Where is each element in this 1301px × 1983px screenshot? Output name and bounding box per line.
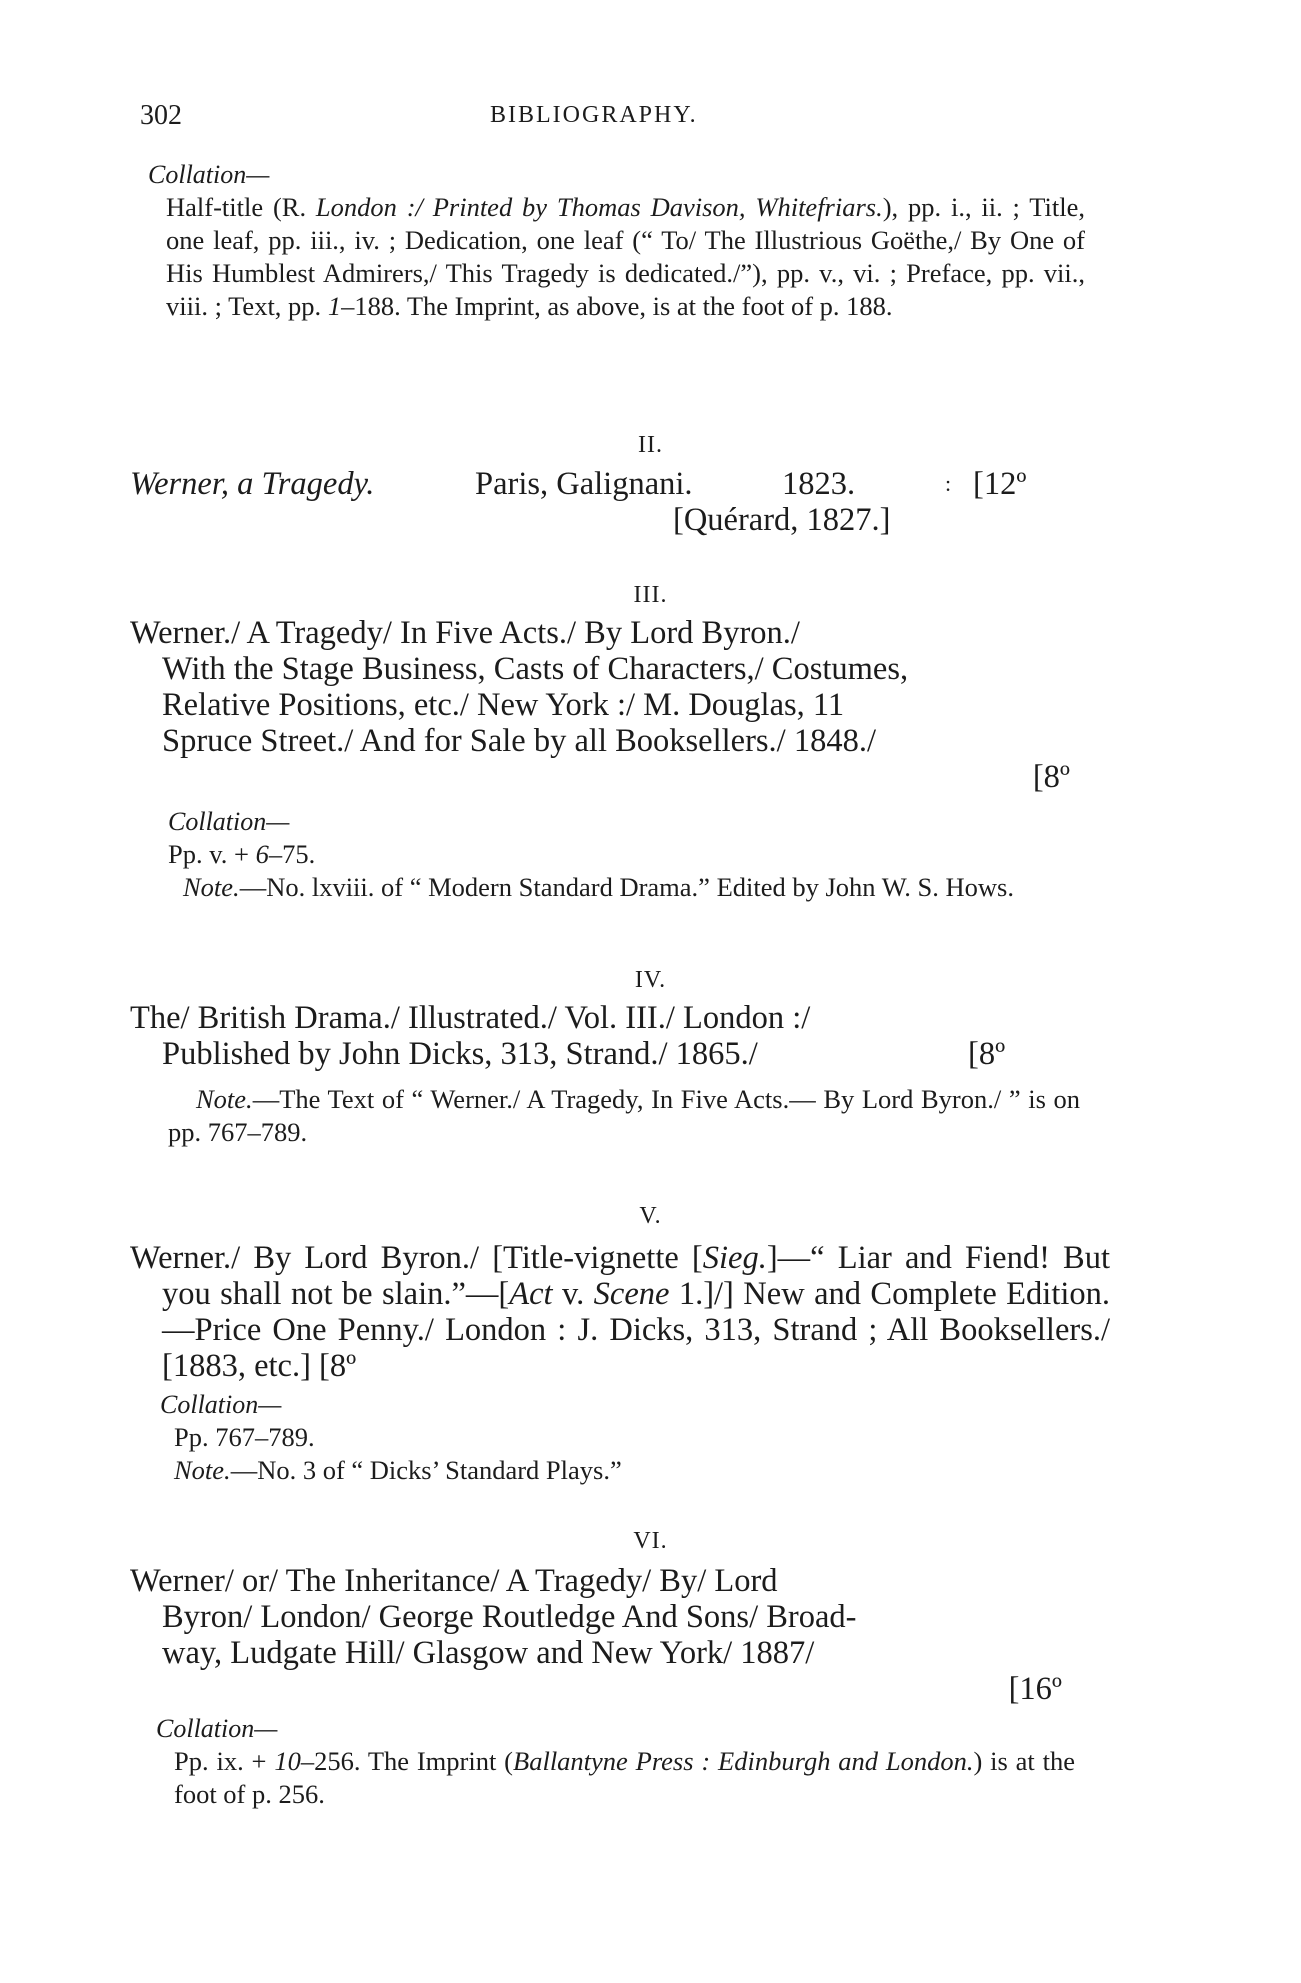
format-mark: [12º (973, 466, 1027, 502)
title-line: With the Stage Business, Casts of Characters,/ Costumes, (162, 651, 909, 687)
format-mark: [16º (1008, 1671, 1062, 1707)
collation-label: Collation— (148, 160, 270, 189)
entry-vi-collation (130, 1712, 1075, 1811)
entry-iv (130, 1000, 1080, 1072)
entry-vi (130, 1563, 1080, 1707)
title-line: Spruce Street./ And for Sale by all Booksellers./ 1848./ (162, 723, 876, 759)
collation-pages: Pp. v. + 6–75. (168, 839, 316, 869)
title-line: The/ British Drama./ Illustrated./ Vol. III./ London :/ (130, 1000, 811, 1036)
format-mark: [8º (968, 1036, 1006, 1072)
entry-ii (130, 466, 1080, 538)
entry-note: Note.—No. lxviii. of “ Modern Standard Drama.” Edited by John W. S. Hows. (183, 872, 1014, 902)
entry-numeral: VI. (633, 1528, 668, 1554)
entry-year: 1823. (782, 466, 856, 502)
entry-i (130, 158, 1085, 323)
title-line: way, Ludgate Hill/ Glasgow and New York/ 1887/ (162, 1635, 815, 1671)
title-line: Werner/ or/ The Inheritance/ A Tragedy/ By/ Lord (130, 1563, 778, 1599)
title-line: Relative Positions, etc./ New York :/ M. Douglas, 11 (162, 687, 845, 723)
entry-iii (130, 615, 1080, 795)
entry-v-collation (130, 1388, 1080, 1487)
entry-note: [Quérard, 1827.] (673, 502, 891, 538)
format-mark: [8º (1032, 759, 1070, 795)
entry-numeral: II. (638, 432, 663, 458)
page-number: 302 (140, 100, 182, 131)
page-header (140, 100, 1140, 140)
collation-label: Collation— (168, 807, 290, 836)
entry-note: Note.—The Text of “ Werner./ A Tragedy, In Five Acts.— By Lord Byron./ ” is on pp. 767–789. (168, 1084, 1080, 1147)
entry-note: Note.—No. 3 of “ Dicks’ Standard Plays.” (174, 1455, 622, 1485)
entry-iv-note (130, 1083, 1080, 1149)
entry-numeral: III. (633, 582, 668, 608)
collation-label: Collation— (156, 1714, 278, 1743)
collation-label: Collation— (160, 1390, 282, 1419)
title-line: Werner./ A Tragedy/ In Five Acts./ By Lord Byron./ (130, 615, 800, 651)
title-line: Byron/ London/ George Routledge And Sons/ Broad- (162, 1599, 857, 1635)
entry-imprint: Paris, Galignani. (475, 466, 693, 502)
collation-text: Half-title (R. London :/ Printed by Thomas Davison, Whitefriars.), pp. i., ii. ; Title, one leaf, pp. iii., iv. ; Dedication, one leaf (“ To/ The Illustrious Goëthe,/ By One of His Humblest Admirers,/ This Tragedy is dedicated./”), pp. v., vi. ; Preface, pp. vii., viii. ; Text, pp. 1–188. The Imprint, as above, is at the foot of p. 188. (166, 192, 1085, 321)
entry-numeral: V. (639, 1203, 662, 1229)
entry-v-title: Werner./ By Lord Byron./ [Title-vignette [Sieg.]—“ Liar and Fiend! But you shall not be slain.”—[Act v. Scene 1.]/] New and Complete Edition.—Price One Penny./ London : J. Dicks, 313, Strand ; All Booksellers./ [1883, etc.] [8º (130, 1240, 1110, 1384)
title-line: Published by John Dicks, 313, Strand./ 1865./ (162, 1036, 758, 1072)
entry-mark: : (945, 471, 952, 496)
entry-iii-collation (130, 805, 1080, 904)
entry-title: Werner, a Tragedy. (130, 466, 375, 502)
collation-pages: Pp. 767–789. (174, 1422, 315, 1452)
collation-text: Pp. ix. + 10–256. The Imprint (Ballantyne Press : Edinburgh and London.) is at the foot of p. 256. (174, 1746, 1076, 1809)
running-head: BIBLIOGRAPHY. (490, 102, 698, 128)
entry-numeral: IV. (634, 967, 667, 993)
